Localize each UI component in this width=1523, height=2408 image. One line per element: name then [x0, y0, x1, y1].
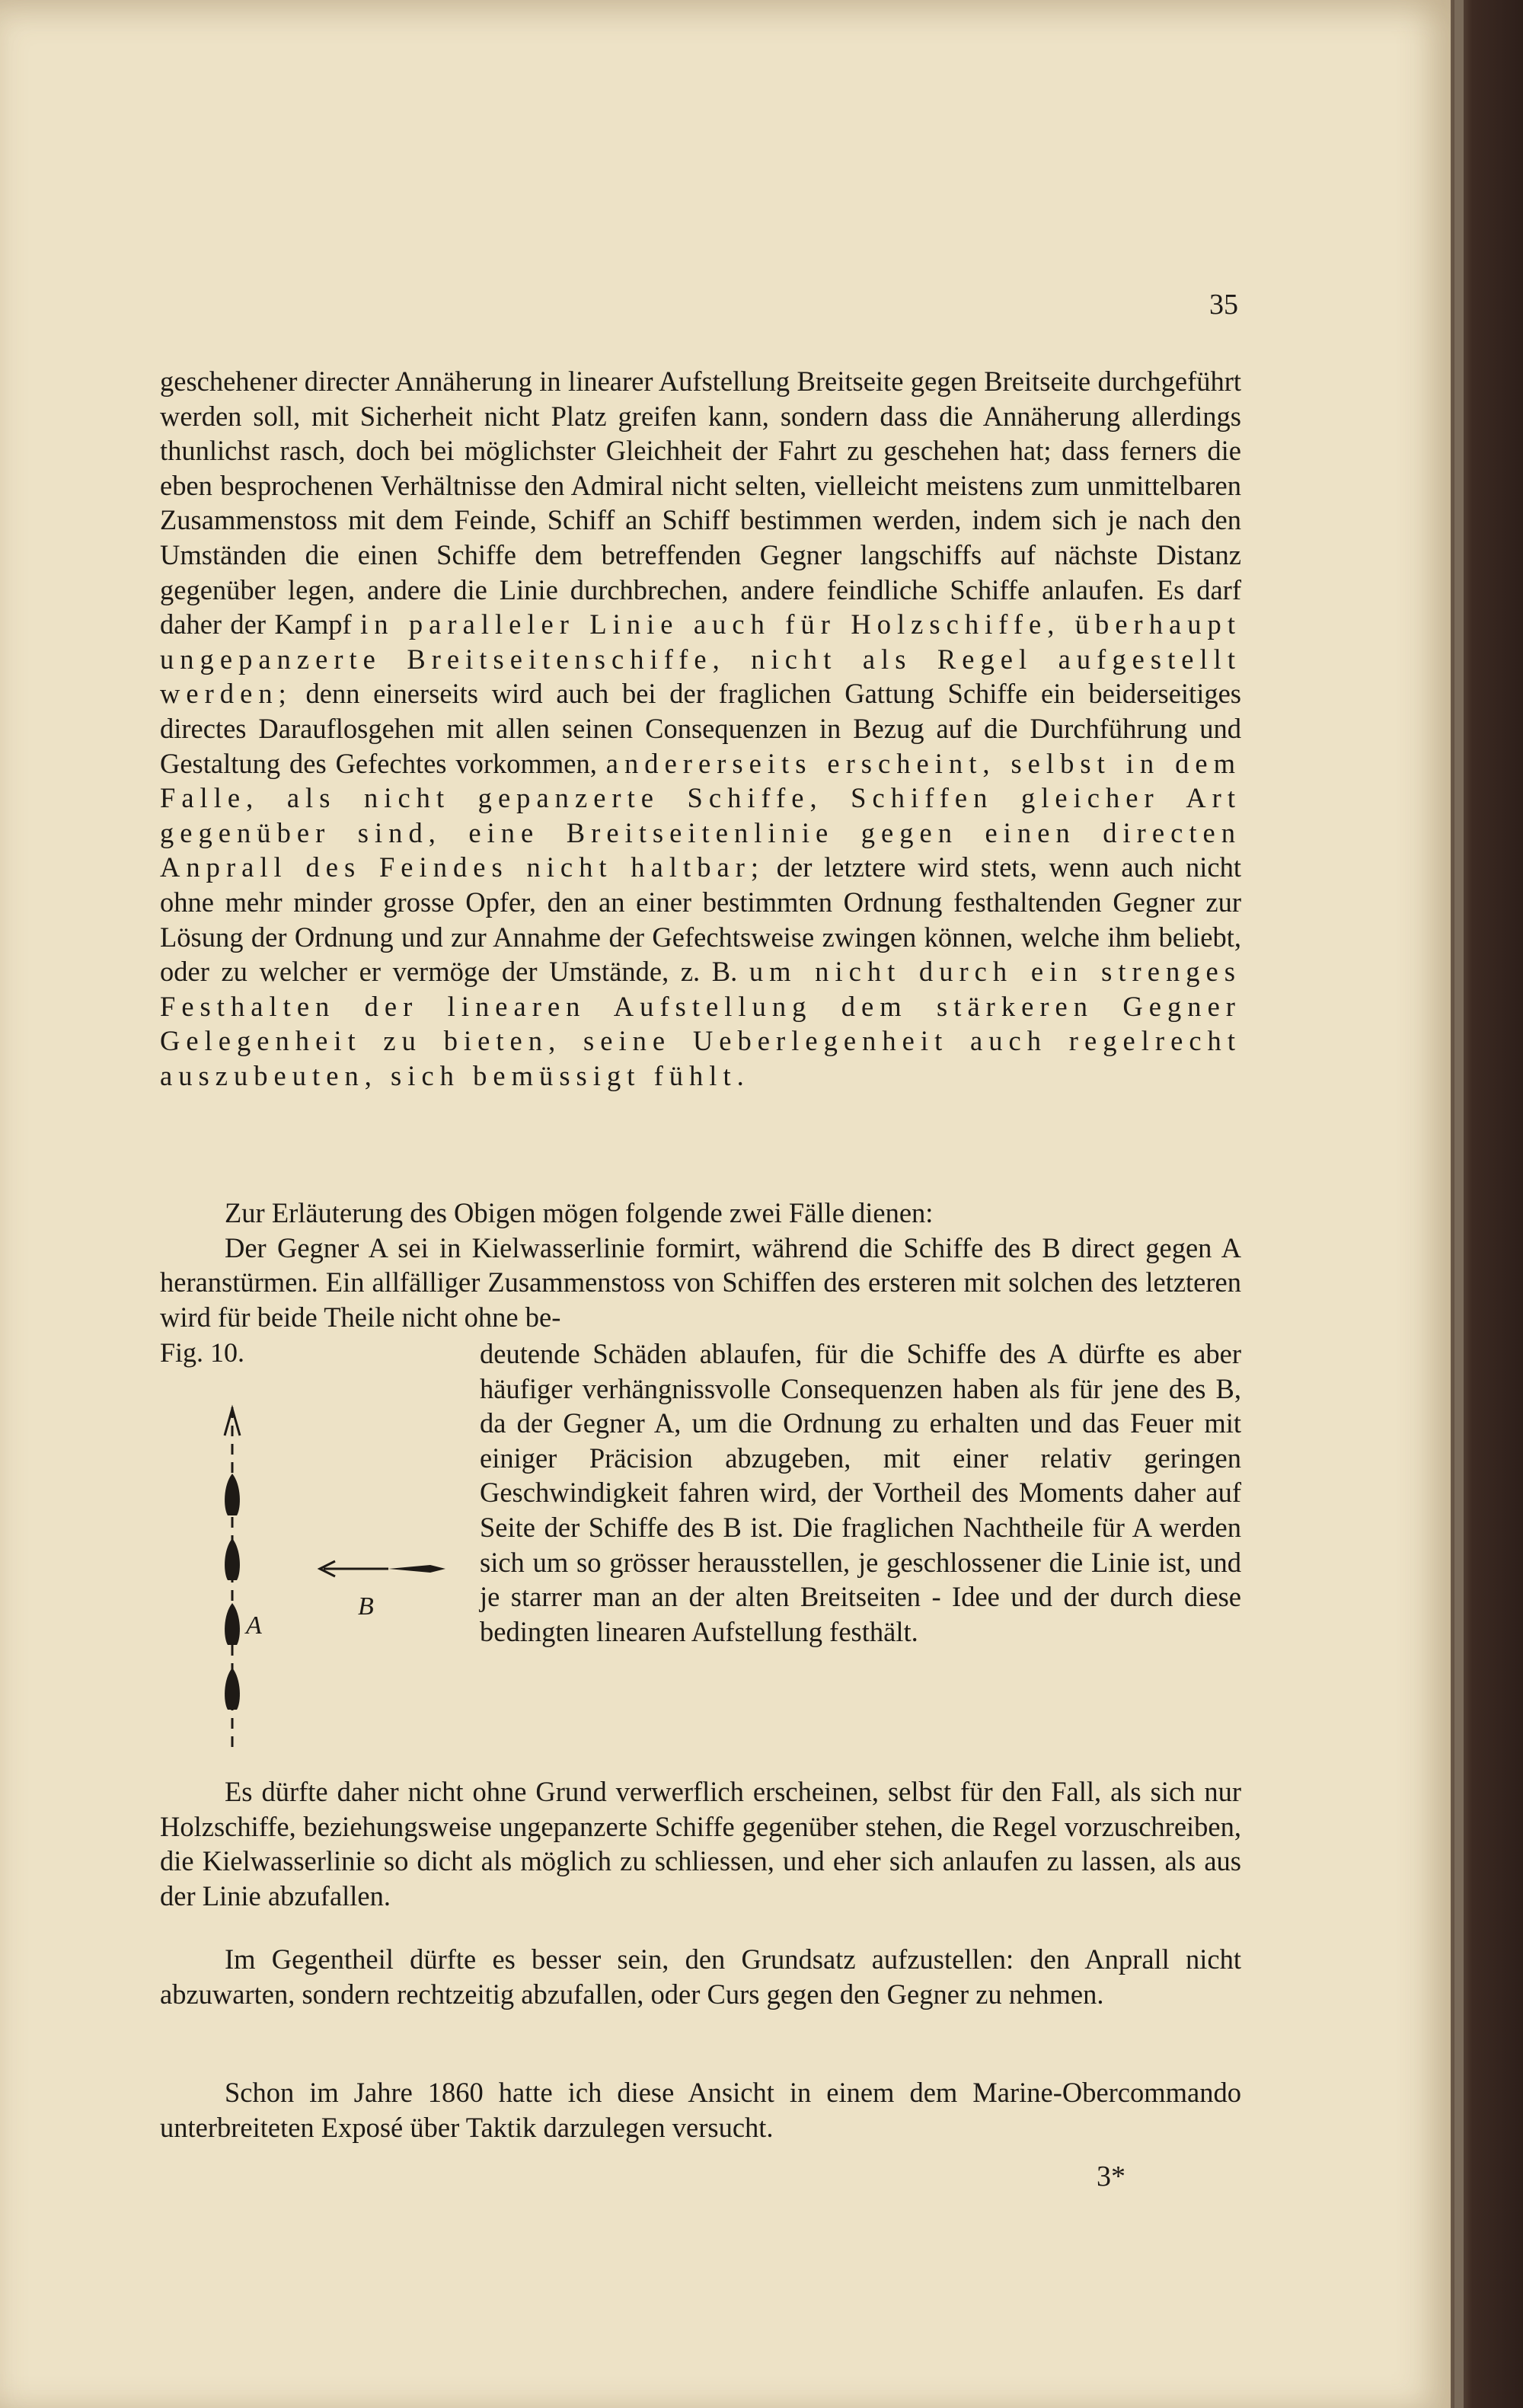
paragraph-3: [160, 1774, 1241, 1913]
ship-b-icon: [388, 1565, 445, 1573]
p4-text: Im Gegentheil dürfte es besser sein, den Grundsatz aufzustellen: den Anprall nicht abzuwarten, sondern rechtzeitig abzufallen, oder Curs gegen den Gegner zu nehmen.: [160, 1943, 1241, 2010]
ship-a4-icon: [225, 1668, 240, 1710]
paragraph-5: [160, 2075, 1241, 2145]
label-b: B: [358, 1592, 374, 1621]
signature-mark: 3*: [1097, 2160, 1125, 2192]
p5-text: Schon im Jahre 1860 hatte ich diese Ansicht in einem dem Marine-Obercommando unterbreiteten Exposé über Taktik darzulegen versucht.: [160, 2077, 1241, 2143]
paragraph-4: [160, 1942, 1241, 2011]
ship-a2-icon: [225, 1538, 240, 1580]
p2-line-1: Zur Erläuterung des Obigen mögen folgende zwei Fälle dienen:: [225, 1197, 934, 1228]
ship-a3-icon: [225, 1603, 240, 1645]
p3-text: Es dürfte daher nicht ohne Grund verwerflich erscheinen, selbst für den Fall, als sich nur Holzschiffe, beziehungsweise ungepanzerte Schiffe gegenüber stehen, die Regel vorzuschreiben, die Kielwasserlinie so dicht als möglich zu schliessen, und eher sich anlaufen zu lassen, als aus der Linie abzufallen.: [160, 1776, 1241, 1911]
paragraph-2: [160, 1196, 1241, 1334]
figure-label: Fig. 10.: [160, 1337, 245, 1368]
figure-10-diagram: [194, 1401, 468, 1782]
p2-line-2: Der Gegner A sei in Kielwasserlinie formirt, während die Schiffe des B direct gegen A heranstürmen. Ein allfälliger Zusammenstoss von Schiffen des ersteren mit solchen des letzteren wird für beide Theile nicht ohne be-: [160, 1231, 1241, 1333]
page-number: 35: [1209, 289, 1238, 321]
paragraph-1: [160, 364, 1241, 1093]
ship-a1-icon: [225, 1474, 240, 1515]
label-a: A: [246, 1611, 262, 1640]
p1-spaced-2: andererseits erscheint, selbst in dem Falle, als nicht gepanzerte Schiffe, Schiffen gleicher Art gegenüber sind, eine Breitseitenlinie gegen einen directen Anprall des Feindes nicht haltbar;: [160, 747, 1241, 883]
p1-text-1: geschehener directer Annäherung in linearer Aufstellung Breitseite gegen Breitseite durchgeführt werden soll, mit Sicherheit nicht Platz greifen kann, sondern dass die Annäherung allerdings thunlichst rasch, doch bei möglichster Gleichheit der Fahrt zu geschehen hat; dass ferners die eben besprochenen Verhältnisse den Admiral nicht selten, vielleicht meistens zum unmittelbaren Zusammenstoss mit dem Feinde, Schiff an Schiff bestimmen werden, indem sich je nach den Umständen die einen Schiffe dem betreffenden Gegner langschiffs auf nächste Distanz gegenüber legen, andere die Linie durchbrechen, andere feindliche Schiffe anlaufen. Es darf daher der Kampf: [160, 366, 1241, 640]
figure-caption-text: deutende Schäden ablaufen, für die Schiffe des A dürfte es aber häufiger verhängnissvolle Consequenzen haben als für jene des B, da der Gegner A, um die Ordnung zu erhalten und das Feuer mit einiger Präcision abzugeben, mit einer relativ geringen Geschwindigkeit fahren wird, der Vortheil des Moments daher auf Seite der Schiffe des B ist. Die fraglichen Nachtheile für A werden sich um so grösser herausstellen, je geschlossener die Linie ist, und je starrer man an der alten Breitseiten - Idee und der durch diese bedingten linearen Aufstellung festhält.: [480, 1338, 1241, 1647]
page-edge-strip: [1454, 0, 1464, 2408]
p1-text-2: denn einerseits wird auch bei der fraglichen Gattung Schiffe ein beiderseitiges directes Darauflosgehen mit allen seinen Consequenzen in Bezug auf die Durchführung und Gestaltung des Gefechtes vorkommen,: [160, 678, 1241, 779]
p1-spaced-3: um nicht durch ein strenges Festhalten der linearen Aufstellung dem stärkeren Gegner Gelegenheit zu bieten, seine Ueberlegenheit auch regelrecht auszubeuten, sich bemüssigt fühlt.: [160, 956, 1241, 1091]
p1-text-3: der letztere wird stets, wenn auch nicht ohne mehr minder grosse Opfer, den an einer bestimmten Ordnung festhaltenden Gegner zur Lösung der Ordnung und zur Annahme der Gefechtsweise zwingen können, welche ihm beliebt, oder zu welcher er vermöge der Umstände, z. B.: [160, 851, 1241, 988]
p1-spaced-1: in paralleler Linie auch für Holzschiffe, überhaupt ungepanzerte Breitseitenschiffe, nicht als Regel aufgestellt werden;: [160, 608, 1241, 710]
